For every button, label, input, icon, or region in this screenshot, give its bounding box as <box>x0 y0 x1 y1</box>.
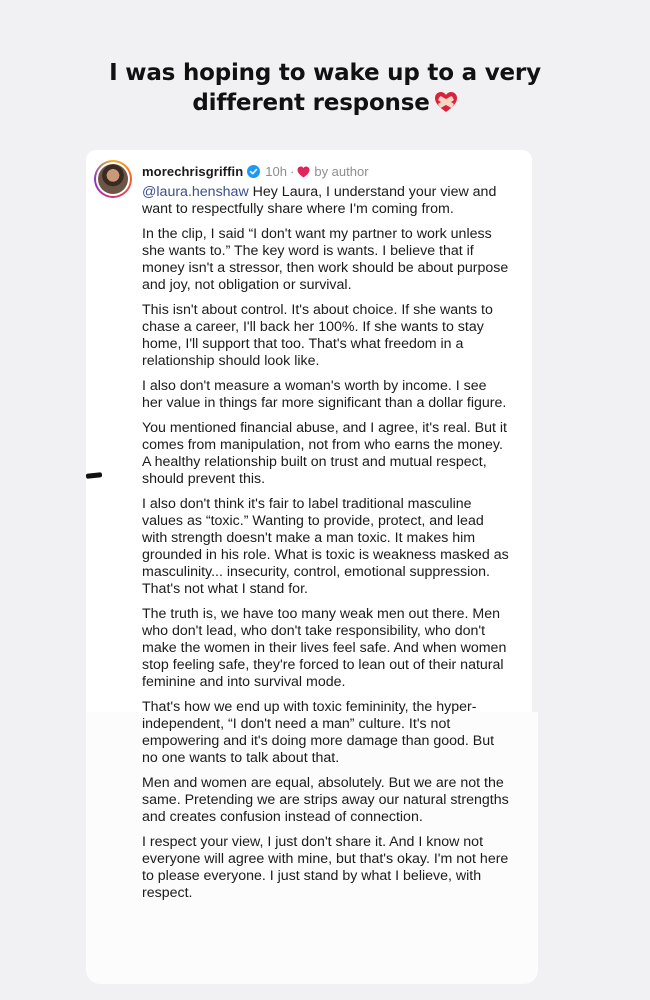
story-caption-line-2 <box>0 88 650 121</box>
comment-paragraph: This isn't about control. It's about choice. If she wants to chase a career, I'll back her 100%. If she wants to stay home, I'll support that too. That's what freedom in a relationship should look like. <box>142 302 493 369</box>
verified-badge-icon <box>247 165 260 178</box>
meta-separator: · <box>290 164 295 179</box>
comment-header <box>142 164 369 179</box>
heart-with-bandage-icon <box>434 91 458 121</box>
username-link[interactable]: morechrisgriffin <box>142 164 244 179</box>
comment-paragraph: You mentioned financial abuse, and I agree, it's real. But it comes from manipulation, not from who earns the money. A healthy relationship built on trust and mutual respect, should prevent this. <box>142 420 507 487</box>
comment-text <box>142 184 510 910</box>
comment-paragraph: I respect your view, I just don't share it. And I know not everyone will agree with mine, but that's okay. I'm not here to please everyone. I just stand by what I believe, with respect. <box>142 834 509 901</box>
comment-paragraph: I also don't think it's fair to label traditional masculine values as “toxic.” Wanting to provide, protect, and lead with strength doesn't make a man toxic. It makes him grounded in his role. What is toxic is weakness masked as masculinity... insecurity, control, emotional suppression. That's not what I stand for. <box>142 496 509 597</box>
comment-paragraph: The truth is, we have too many weak men out there. Men who don't lead, who don't take responsibility, who don't make the women in their lives feel safe. And when women stop feeling safe, they're forced to lean out of their natural feminine and into survival mode. <box>142 606 507 690</box>
avatar-photo <box>98 164 128 194</box>
avatar[interactable] <box>94 160 132 198</box>
comment-paragraph: That's how we end up with toxic femininity, the hyper-independent, “I don't need a man” culture. It's not empowering and it's doing more damage than good. But no one wants to talk about that. <box>142 699 495 766</box>
comment-paragraph: In the clip, I said “I don't want my partner to work unless she wants to.” The key word is wants. I believe that if money isn't a stressor, then work should be about purpose and joy, not obligation or survival. <box>142 226 509 293</box>
comment-time: 10h <box>265 164 287 179</box>
comment-paragraph: I also don't measure a woman's worth by income. I see her value in things far more significant than a dollar figure. <box>142 378 507 411</box>
story-caption-line-1: I was hoping to wake up to a very <box>109 60 541 86</box>
heart-icon <box>297 166 310 178</box>
liked-by-author-label: by author <box>314 164 369 179</box>
comment-paragraph <box>142 184 510 218</box>
comment-paragraph: Men and women are equal, absolutely. But we are not the same. Pretending we are strips away our natural strengths and creates confusion instead of connection. <box>142 775 509 825</box>
mention-link[interactable]: @laura.henshaw <box>142 184 249 200</box>
story-caption <box>0 58 650 121</box>
comment-paragraph-text: Hey Laura, I understand your view and want to respectfully share where I'm coming from. <box>142 184 497 217</box>
story-caption-line-2-text: different response <box>192 90 430 116</box>
